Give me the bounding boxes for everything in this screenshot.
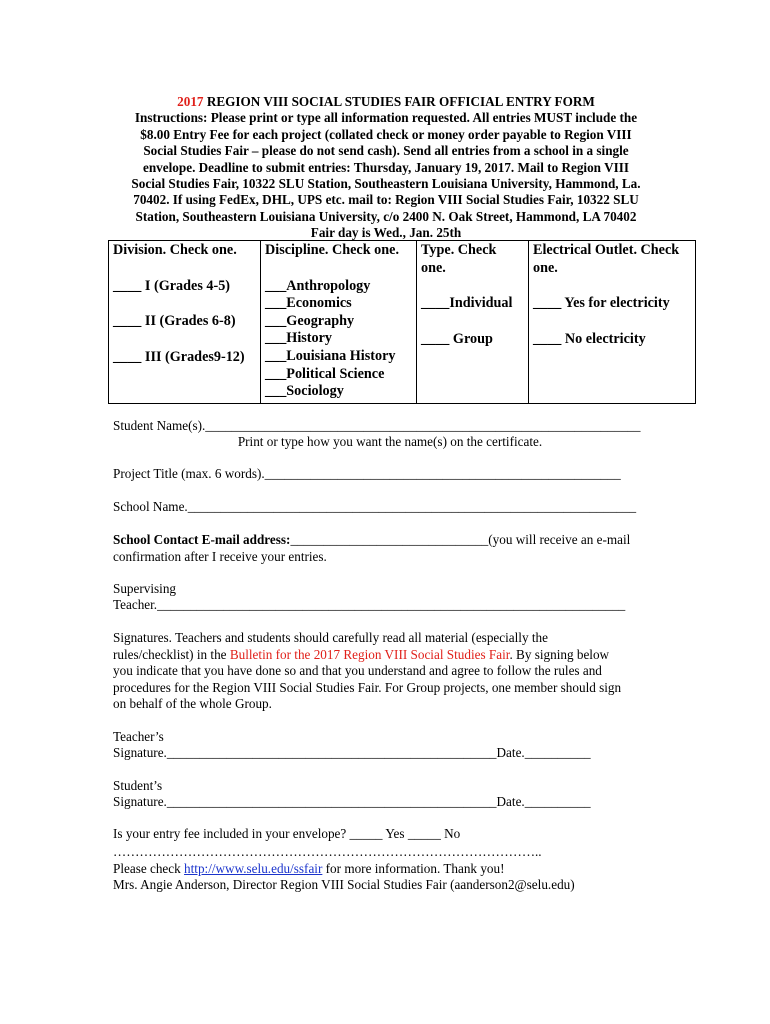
selection-table	[108, 240, 696, 404]
more-info-start: Please check	[113, 861, 185, 876]
bulletin-reference: Bulletin for the 2017 Region VIII Social Studies Fair	[229, 646, 510, 662]
student-signature-field[interactable]: Signature.__________________________________________________Date.__________	[113, 794, 591, 809]
instructions-line-5: Social Studies Fair, 10322 SLU Station, Southeastern Louisiana University, Hammond, La.	[131, 176, 641, 192]
supervising-teacher-field[interactable]: Teacher._______________________________________________________________________	[113, 597, 626, 612]
division-option-grades-6-8[interactable]: ____ II (Grades 6-8)	[113, 313, 236, 330]
contact-email-label: School Contact E-mail address:	[113, 532, 291, 547]
project-title-field[interactable]: Project Title (max. 6 words).______________________________________________________	[113, 466, 621, 481]
discipline-option-anthropology[interactable]: ___Anthropology	[265, 277, 371, 294]
type-cell	[417, 241, 529, 404]
instructions-line-3: Social Studies Fair – please do not send cash). Send all entries from a school in a single	[143, 143, 629, 159]
signatures-line-2	[113, 647, 673, 664]
more-info-end: for more information. Thank you!	[322, 861, 505, 876]
division-heading: Division. Check one.	[113, 242, 237, 258]
signatures-line-2-end: . By signing below	[509, 646, 610, 662]
contact-email-blank[interactable]: ______________________________	[290, 532, 489, 547]
signatures-paragraph	[113, 630, 673, 713]
type-option-group[interactable]: ____ Group	[421, 330, 493, 347]
electrical-option-yes[interactable]: ____ Yes for electricity	[533, 295, 670, 312]
entry-fee-question[interactable]: Is your entry fee included in your envelope? _____ Yes _____ No	[113, 826, 461, 841]
signatures-line-2-start: rules/checklist) in the	[113, 646, 230, 662]
discipline-option-sociology[interactable]: ___Sociology	[265, 383, 344, 400]
form-title-text: REGION VIII SOCIAL STUDIES FAIR OFFICIAL ENTRY FORM	[206, 94, 595, 109]
director-contact: Mrs. Angie Anderson, Director Region VIII Social Studies Fair (aanderson2@selu.edu)	[113, 877, 575, 892]
form-header	[108, 94, 664, 242]
division-cell	[109, 241, 261, 404]
contact-email-note-line-2: confirmation after I receive your entries.	[113, 549, 327, 564]
signatures-line-3: you indicate that you have done so and that you understand and agree to follow the rules and	[113, 663, 602, 679]
contact-email-note: (you will receive an e-mail	[488, 532, 631, 547]
instructions-line-1: Instructions: Please print or type all information requested. All entries MUST include the	[134, 110, 638, 126]
electrical-cell	[529, 241, 696, 404]
discipline-cell	[261, 241, 417, 404]
discipline-option-geography[interactable]: ___Geography	[265, 312, 355, 329]
type-option-individual[interactable]: ____Individual	[421, 295, 513, 312]
student-names-field[interactable]: Student Name(s).__________________________________________________________________	[113, 418, 641, 433]
student-signature-label: Student’s	[113, 778, 163, 793]
instructions-line-6: 70402. If using FedEx, DHL, UPS etc. mail to: Region VIII Social Studies Fair, 10322 SLU	[133, 192, 639, 208]
teacher-signature-label: Teacher’s	[113, 729, 164, 744]
school-name-field[interactable]: School Name.____________________________________________________________________	[113, 499, 637, 514]
electrical-heading-1: Electrical Outlet. Check	[533, 242, 680, 258]
dotted-separator: ……………………………………………………………………………………..	[113, 844, 542, 859]
contact-email-field[interactable]	[113, 532, 673, 549]
fair-day-line: Fair day is Wed., Jan. 25th	[310, 225, 462, 241]
type-heading-1: Type. Check	[421, 242, 497, 258]
discipline-heading: Discipline. Check one.	[265, 242, 399, 258]
signatures-line-5: on behalf of the whole Group.	[113, 696, 272, 712]
teacher-signature-field[interactable]: Signature.__________________________________________________Date.__________	[113, 745, 591, 760]
ssfair-link[interactable]: http://www.selu.edu/ssfair	[184, 861, 323, 876]
supervising-label: Supervising	[113, 581, 177, 596]
discipline-option-political-science[interactable]: ___Political Science	[265, 365, 385, 382]
type-heading-2: one.	[421, 259, 446, 276]
division-option-grades-4-5[interactable]: ____ I (Grades 4-5)	[113, 277, 231, 294]
division-option-grades-9-12[interactable]: ____ III (Grades9-12)	[113, 348, 245, 365]
electrical-heading-2: one.	[533, 259, 558, 276]
form-title	[108, 94, 664, 110]
electrical-option-no[interactable]: ____ No electricity	[533, 330, 646, 347]
discipline-option-history[interactable]: ___History	[265, 330, 332, 347]
form-year: 2017	[177, 94, 204, 109]
instructions-line-7: Station, Southeastern Louisiana University, c/o 2400 N. Oak Street, Hammond, LA 70402	[135, 208, 637, 224]
instructions-line-4: envelope. Deadline to submit entries: Thursday, January 19, 2017. Mail to Region VIII	[142, 159, 629, 175]
more-info-line	[113, 861, 673, 878]
instructions-line-2: $8.00 Entry Fee for each project (collated check or money order payable to Region VIII	[140, 126, 632, 142]
signatures-line-1: Signatures. Teachers and students should carefully read all material (especially the	[113, 630, 548, 645]
signatures-line-4: procedures for the Region VIII Social Studies Fair. For Group projects, one member should sign	[113, 679, 622, 695]
discipline-option-louisiana-history[interactable]: ___Louisiana History	[265, 347, 396, 364]
discipline-option-economics[interactable]: ___Economics	[265, 295, 352, 312]
student-names-note: Print or type how you want the name(s) on the certificate.	[237, 434, 543, 449]
